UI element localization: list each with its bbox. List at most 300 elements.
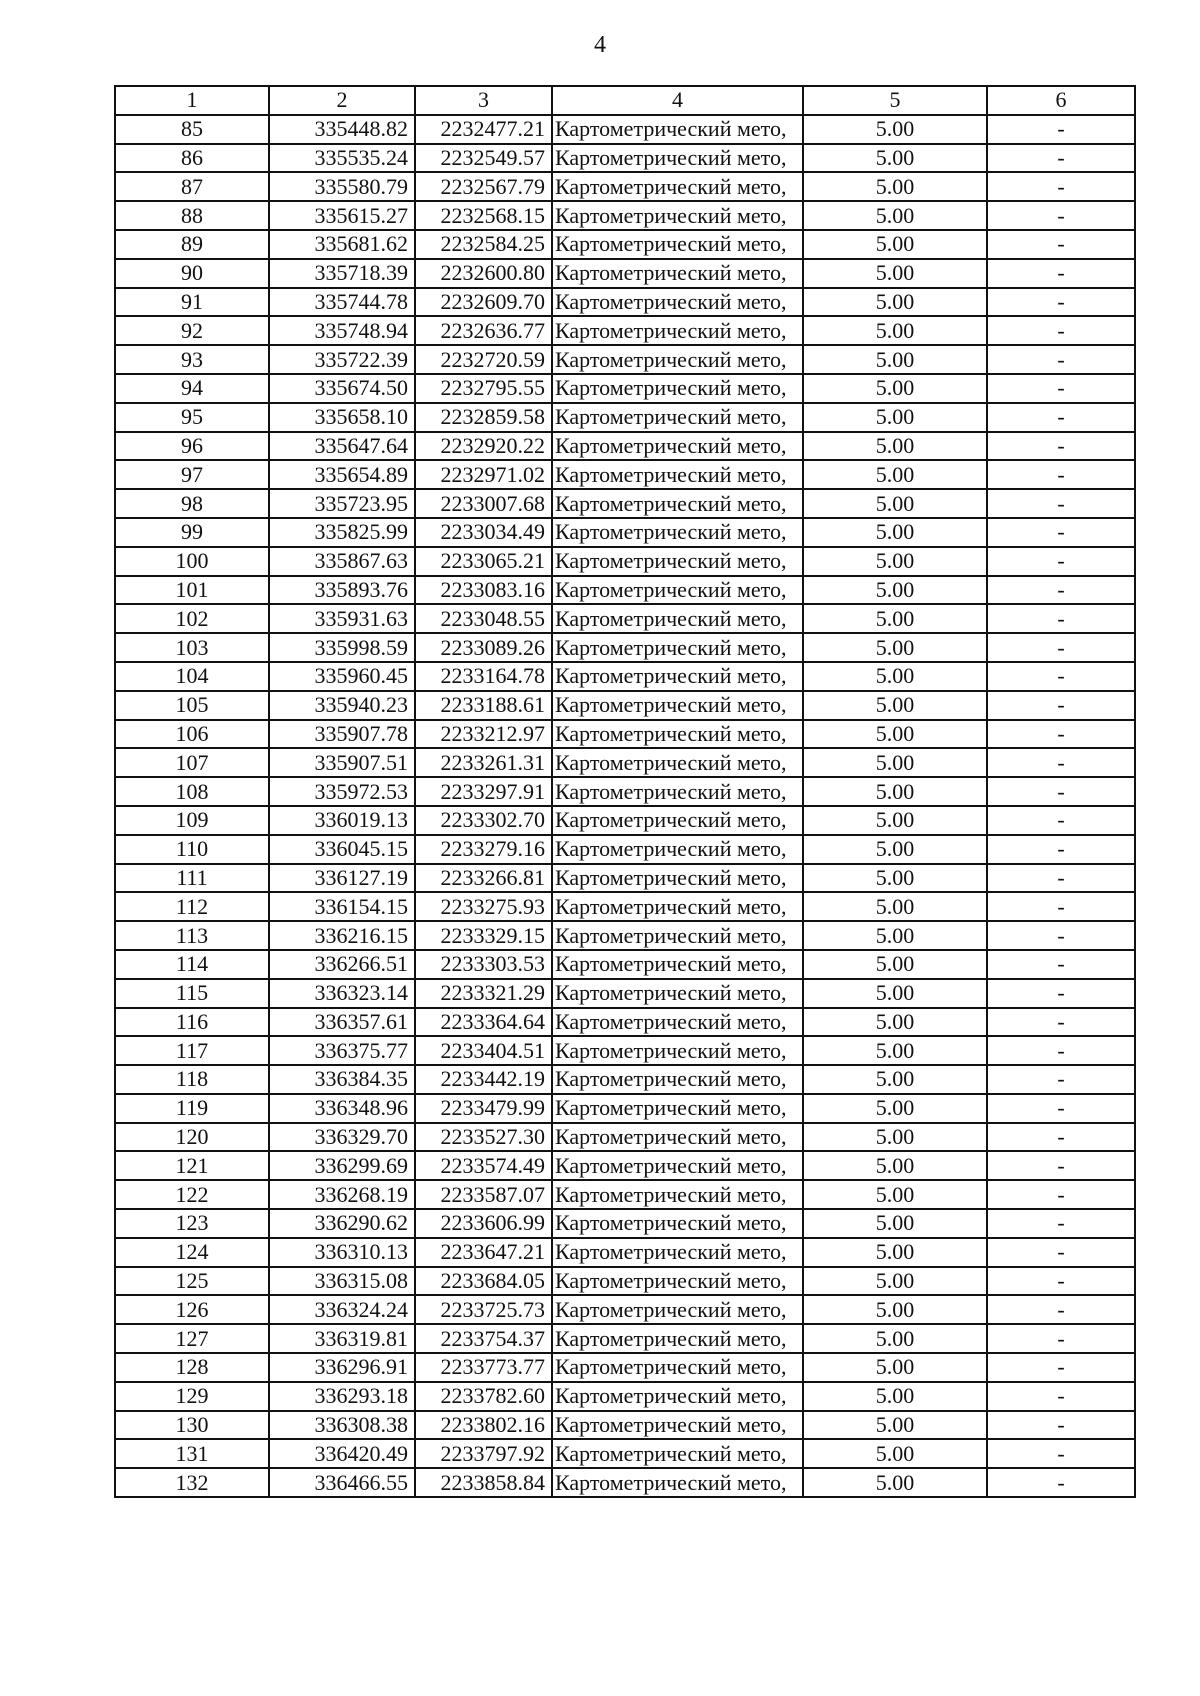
cell-coord-x: 335647.64 [269,432,415,461]
cell-note: - [987,1411,1135,1440]
table-row [115,1267,1135,1296]
cell-note: - [987,144,1135,173]
cell-point-number: 111 [115,864,269,893]
cell-accuracy: 5.00 [803,576,987,605]
table-row [115,1036,1135,1065]
cell-accuracy: 5.00 [803,979,987,1008]
cell-coord-x: 335681.62 [269,230,415,259]
cell-coord-y: 2233442.19 [415,1065,552,1094]
cell-accuracy: 5.00 [803,115,987,144]
cell-point-number: 130 [115,1411,269,1440]
cell-accuracy: 5.00 [803,518,987,547]
cell-coord-y: 2232920.22 [415,432,552,461]
cell-coord-x: 335998.59 [269,633,415,662]
cell-point-number: 90 [115,259,269,288]
cell-method: Картометрический мето, [552,864,803,893]
cell-point-number: 107 [115,748,269,777]
header-col-4: 4 [552,86,803,115]
cell-accuracy: 5.00 [803,1411,987,1440]
table-row [115,1123,1135,1152]
cell-coord-y: 2233303.53 [415,950,552,979]
header-col-3: 3 [415,86,552,115]
table-row [115,345,1135,374]
table-row [115,691,1135,720]
table-row [115,921,1135,950]
cell-coord-x: 336045.15 [269,835,415,864]
cell-coord-x: 336154.15 [269,892,415,921]
cell-coord-y: 2233089.26 [415,633,552,662]
cell-note: - [987,316,1135,345]
cell-coord-y: 2232567.79 [415,172,552,201]
cell-note: - [987,806,1135,835]
cell-accuracy: 5.00 [803,1123,987,1152]
cell-point-number: 105 [115,691,269,720]
cell-method: Картометрический мето, [552,1036,803,1065]
table-row [115,144,1135,173]
cell-coord-x: 336127.19 [269,864,415,893]
cell-coord-y: 2233364.64 [415,1008,552,1037]
cell-method: Картометрический мето, [552,1468,803,1497]
cell-accuracy: 5.00 [803,1180,987,1209]
header-col-1: 1 [115,86,269,115]
table-row [115,1411,1135,1440]
cell-coord-x: 336384.35 [269,1065,415,1094]
coordinates-table [114,85,1136,1498]
cell-coord-x: 335674.50 [269,374,415,403]
cell-note: - [987,201,1135,230]
cell-point-number: 127 [115,1324,269,1353]
cell-point-number: 86 [115,144,269,173]
cell-coord-x: 336290.62 [269,1209,415,1238]
cell-note: - [987,1180,1135,1209]
cell-point-number: 112 [115,892,269,921]
cell-method: Картометрический мето, [552,1267,803,1296]
cell-coord-y: 2232720.59 [415,345,552,374]
cell-accuracy: 5.00 [803,432,987,461]
cell-method: Картометрический мето, [552,806,803,835]
cell-coord-y: 2233065.21 [415,547,552,576]
cell-coord-x: 336293.18 [269,1382,415,1411]
cell-coord-x: 335448.82 [269,115,415,144]
cell-point-number: 85 [115,115,269,144]
cell-note: - [987,720,1135,749]
cell-accuracy: 5.00 [803,547,987,576]
cell-coord-x: 336266.51 [269,950,415,979]
cell-point-number: 108 [115,777,269,806]
cell-method: Картометрический мето, [552,288,803,317]
cell-coord-y: 2233007.68 [415,489,552,518]
table-row [115,288,1135,317]
table-row [115,374,1135,403]
cell-coord-y: 2232584.25 [415,230,552,259]
cell-coord-x: 336268.19 [269,1180,415,1209]
cell-accuracy: 5.00 [803,259,987,288]
cell-coord-y: 2233858.84 [415,1468,552,1497]
cell-method: Картометрический мето, [552,1382,803,1411]
cell-point-number: 89 [115,230,269,259]
cell-method: Картометрический мето, [552,979,803,1008]
cell-coord-x: 336319.81 [269,1324,415,1353]
table-row [115,489,1135,518]
cell-method: Картометрический мето, [552,720,803,749]
cell-note: - [987,1468,1135,1497]
cell-coord-x: 335535.24 [269,144,415,173]
table-row [115,1008,1135,1037]
cell-method: Картометрический мето, [552,316,803,345]
cell-method: Картометрический мето, [552,576,803,605]
table-row [115,1382,1135,1411]
table-header [115,86,1135,115]
cell-coord-x: 335615.27 [269,201,415,230]
cell-coord-y: 2232636.77 [415,316,552,345]
cell-note: - [987,1267,1135,1296]
cell-accuracy: 5.00 [803,201,987,230]
cell-coord-x: 335748.94 [269,316,415,345]
cell-note: - [987,892,1135,921]
cell-method: Картометрический мето, [552,633,803,662]
table-row [115,1439,1135,1468]
cell-coord-x: 336420.49 [269,1439,415,1468]
cell-note: - [987,691,1135,720]
cell-accuracy: 5.00 [803,806,987,835]
cell-accuracy: 5.00 [803,345,987,374]
cell-accuracy: 5.00 [803,1209,987,1238]
cell-note: - [987,1008,1135,1037]
cell-method: Картометрический мето, [552,1094,803,1123]
table-row [115,316,1135,345]
cell-coord-y: 2233782.60 [415,1382,552,1411]
cell-coord-y: 2233034.49 [415,518,552,547]
table-row [115,777,1135,806]
cell-coord-x: 335867.63 [269,547,415,576]
cell-point-number: 126 [115,1295,269,1324]
cell-note: - [987,259,1135,288]
table-row [115,979,1135,1008]
table-row [115,806,1135,835]
cell-point-number: 131 [115,1439,269,1468]
cell-point-number: 87 [115,172,269,201]
cell-method: Картометрический мето, [552,604,803,633]
cell-point-number: 101 [115,576,269,605]
cell-method: Картометрический мето, [552,172,803,201]
cell-method: Картометрический мето, [552,374,803,403]
cell-note: - [987,777,1135,806]
cell-coord-y: 2233479.99 [415,1094,552,1123]
table-body [115,115,1135,1497]
cell-method: Картометрический мето, [552,921,803,950]
cell-method: Картометрический мето, [552,547,803,576]
cell-note: - [987,748,1135,777]
cell-coord-x: 336357.61 [269,1008,415,1037]
table-row [115,864,1135,893]
cell-accuracy: 5.00 [803,720,987,749]
cell-method: Картометрический мето, [552,230,803,259]
table-row [115,172,1135,201]
cell-note: - [987,547,1135,576]
cell-coord-y: 2233725.73 [415,1295,552,1324]
cell-point-number: 103 [115,633,269,662]
cell-point-number: 118 [115,1065,269,1094]
cell-note: - [987,1094,1135,1123]
cell-accuracy: 5.00 [803,950,987,979]
cell-point-number: 95 [115,403,269,432]
cell-method: Картометрический мето, [552,259,803,288]
table-row [115,662,1135,691]
cell-accuracy: 5.00 [803,1353,987,1382]
cell-point-number: 99 [115,518,269,547]
cell-note: - [987,1036,1135,1065]
cell-method: Картометрический мето, [552,1439,803,1468]
cell-coord-y: 2233321.29 [415,979,552,1008]
cell-accuracy: 5.00 [803,1295,987,1324]
cell-coord-y: 2233773.77 [415,1353,552,1382]
table-row [115,835,1135,864]
cell-coord-y: 2232859.58 [415,403,552,432]
cell-point-number: 113 [115,921,269,950]
table-row [115,950,1135,979]
cell-point-number: 128 [115,1353,269,1382]
cell-accuracy: 5.00 [803,230,987,259]
cell-coord-y: 2232477.21 [415,115,552,144]
cell-point-number: 123 [115,1209,269,1238]
cell-accuracy: 5.00 [803,1036,987,1065]
cell-method: Картометрический мето, [552,950,803,979]
cell-coord-y: 2232971.02 [415,460,552,489]
cell-coord-x: 335744.78 [269,288,415,317]
table-row [115,1238,1135,1267]
cell-coord-y: 2232609.70 [415,288,552,317]
header-col-5: 5 [803,86,987,115]
cell-coord-y: 2233164.78 [415,662,552,691]
cell-note: - [987,950,1135,979]
cell-coord-x: 336466.55 [269,1468,415,1497]
header-col-2: 2 [269,86,415,115]
cell-point-number: 120 [115,1123,269,1152]
cell-note: - [987,979,1135,1008]
cell-coord-x: 335723.95 [269,489,415,518]
cell-accuracy: 5.00 [803,1151,987,1180]
cell-coord-y: 2233647.21 [415,1238,552,1267]
cell-method: Картометрический мето, [552,1324,803,1353]
cell-method: Картометрический мето, [552,1353,803,1382]
cell-method: Картометрический мето, [552,835,803,864]
table-row [115,1324,1135,1353]
cell-method: Картометрический мето, [552,518,803,547]
cell-accuracy: 5.00 [803,892,987,921]
cell-coord-x: 335972.53 [269,777,415,806]
cell-point-number: 122 [115,1180,269,1209]
cell-method: Картометрический мето, [552,201,803,230]
cell-coord-x: 335658.10 [269,403,415,432]
cell-coord-y: 2233275.93 [415,892,552,921]
cell-accuracy: 5.00 [803,489,987,518]
table-row [115,1468,1135,1497]
cell-coord-y: 2233797.92 [415,1439,552,1468]
cell-method: Картометрический мето, [552,662,803,691]
cell-note: - [987,432,1135,461]
cell-accuracy: 5.00 [803,1439,987,1468]
table-row [115,518,1135,547]
cell-coord-y: 2233684.05 [415,1267,552,1296]
cell-coord-y: 2233574.49 [415,1151,552,1180]
table-row [115,230,1135,259]
cell-point-number: 102 [115,604,269,633]
cell-method: Картометрический мето, [552,1065,803,1094]
cell-note: - [987,1151,1135,1180]
header-row [115,86,1135,115]
cell-note: - [987,288,1135,317]
cell-accuracy: 5.00 [803,144,987,173]
cell-method: Картометрический мето, [552,460,803,489]
cell-coord-y: 2233404.51 [415,1036,552,1065]
cell-note: - [987,345,1135,374]
cell-point-number: 100 [115,547,269,576]
cell-coord-y: 2233297.91 [415,777,552,806]
cell-accuracy: 5.00 [803,1065,987,1094]
cell-coord-x: 335907.78 [269,720,415,749]
cell-note: - [987,460,1135,489]
table-row [115,633,1135,662]
cell-note: - [987,1324,1135,1353]
cell-coord-x: 336019.13 [269,806,415,835]
cell-note: - [987,115,1135,144]
cell-point-number: 121 [115,1151,269,1180]
cell-point-number: 124 [115,1238,269,1267]
cell-method: Картометрический мето, [552,489,803,518]
cell-note: - [987,1209,1135,1238]
table-row [115,1094,1135,1123]
cell-point-number: 104 [115,662,269,691]
table-row [115,115,1135,144]
cell-method: Картометрический мето, [552,1008,803,1037]
cell-method: Картометрический мето, [552,892,803,921]
cell-point-number: 115 [115,979,269,1008]
cell-note: - [987,835,1135,864]
cell-note: - [987,1295,1135,1324]
cell-coord-y: 2233606.99 [415,1209,552,1238]
cell-accuracy: 5.00 [803,460,987,489]
table-row [115,604,1135,633]
cell-coord-y: 2232600.80 [415,259,552,288]
cell-point-number: 129 [115,1382,269,1411]
cell-accuracy: 5.00 [803,633,987,662]
cell-point-number: 94 [115,374,269,403]
cell-accuracy: 5.00 [803,1094,987,1123]
cell-method: Картометрический мето, [552,1411,803,1440]
cell-method: Картометрический мето, [552,1295,803,1324]
table-row [115,1180,1135,1209]
cell-method: Картометрический мето, [552,748,803,777]
cell-point-number: 119 [115,1094,269,1123]
cell-accuracy: 5.00 [803,316,987,345]
cell-point-number: 91 [115,288,269,317]
cell-note: - [987,172,1135,201]
cell-coord-x: 335931.63 [269,604,415,633]
cell-accuracy: 5.00 [803,172,987,201]
cell-method: Картометрический мето, [552,777,803,806]
cell-point-number: 97 [115,460,269,489]
cell-accuracy: 5.00 [803,1267,987,1296]
cell-coord-x: 335893.76 [269,576,415,605]
cell-note: - [987,1353,1135,1382]
cell-coord-x: 336375.77 [269,1036,415,1065]
cell-coord-y: 2233212.97 [415,720,552,749]
cell-coord-y: 2233188.61 [415,691,552,720]
cell-coord-y: 2232795.55 [415,374,552,403]
cell-coord-x: 336299.69 [269,1151,415,1180]
cell-coord-x: 335654.89 [269,460,415,489]
cell-coord-y: 2233048.55 [415,604,552,633]
cell-note: - [987,604,1135,633]
cell-coord-y: 2233754.37 [415,1324,552,1353]
cell-accuracy: 5.00 [803,1324,987,1353]
cell-coord-x: 336315.08 [269,1267,415,1296]
cell-coord-x: 336323.14 [269,979,415,1008]
cell-coord-y: 2233587.07 [415,1180,552,1209]
cell-note: - [987,864,1135,893]
table-row [115,576,1135,605]
cell-point-number: 109 [115,806,269,835]
cell-coord-y: 2233261.31 [415,748,552,777]
cell-accuracy: 5.00 [803,835,987,864]
cell-coord-x: 336308.38 [269,1411,415,1440]
cell-accuracy: 5.00 [803,374,987,403]
table-row [115,1209,1135,1238]
cell-point-number: 125 [115,1267,269,1296]
cell-note: - [987,1439,1135,1468]
cell-note: - [987,1238,1135,1267]
cell-point-number: 93 [115,345,269,374]
cell-note: - [987,1123,1135,1152]
cell-coord-y: 2232568.15 [415,201,552,230]
cell-coord-y: 2233329.15 [415,921,552,950]
cell-method: Картометрический мето, [552,1123,803,1152]
cell-method: Картометрический мето, [552,691,803,720]
cell-accuracy: 5.00 [803,777,987,806]
cell-method: Картометрический мето, [552,1180,803,1209]
cell-accuracy: 5.00 [803,604,987,633]
cell-coord-y: 2233083.16 [415,576,552,605]
cell-point-number: 110 [115,835,269,864]
cell-point-number: 98 [115,489,269,518]
table-row [115,1295,1135,1324]
cell-coord-y: 2233302.70 [415,806,552,835]
table-row [115,1353,1135,1382]
cell-method: Картометрический мето, [552,144,803,173]
table-row [115,259,1135,288]
cell-method: Картометрический мето, [552,115,803,144]
cell-coord-x: 335940.23 [269,691,415,720]
cell-coord-y: 2233802.16 [415,1411,552,1440]
cell-point-number: 88 [115,201,269,230]
cell-coord-y: 2233266.81 [415,864,552,893]
cell-accuracy: 5.00 [803,1468,987,1497]
table-row [115,1065,1135,1094]
cell-point-number: 114 [115,950,269,979]
cell-method: Картометрический мето, [552,345,803,374]
cell-point-number: 116 [115,1008,269,1037]
cell-method: Картометрический мето, [552,432,803,461]
cell-coord-x: 335580.79 [269,172,415,201]
table-row [115,720,1135,749]
cell-coord-x: 336324.24 [269,1295,415,1324]
cell-note: - [987,662,1135,691]
table-row [115,892,1135,921]
cell-point-number: 106 [115,720,269,749]
cell-note: - [987,403,1135,432]
cell-point-number: 92 [115,316,269,345]
cell-method: Картометрический мето, [552,1238,803,1267]
